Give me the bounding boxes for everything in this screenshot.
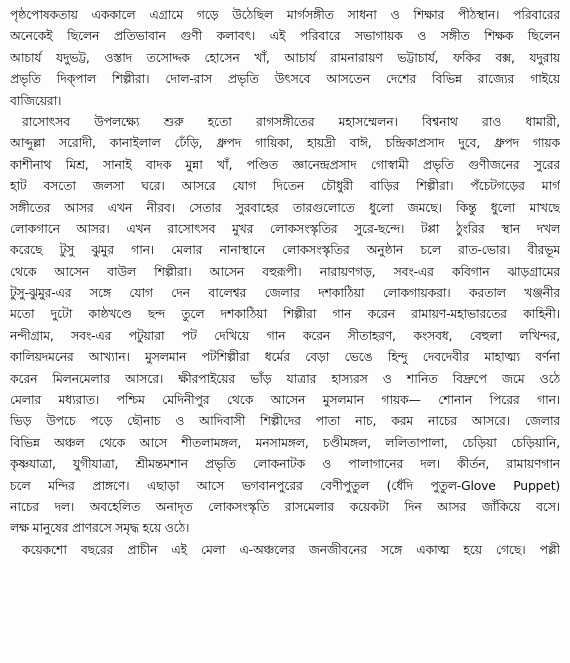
text-line-25: লক্ষ মানুষের প্রাণরসে সমৃদ্ধ হয়ে ওঠে। [10,520,190,536]
text-line-19: মেলার মধ্যরাত। পশ্চিম মেদিনীপুর থেকে আসেন মুসলমান গায়ক— শোনান পিরের গান। [10,392,560,408]
text-line-18: করেন মিলনমেলার আসরে। ক্ষীরপাইয়ের ভাঁড় যাত্রার হাস্যরস ও শানিত বিদ্রুপে জমে ওঠে [10,370,560,386]
paragraph-body [10,4,560,560]
text-line-1: পৃষ্ঠপোষকতায় এককালে এগ্রামে গড়ে উঠেছিল মার্গসঙ্গীত সাধনা ও শিক্ষার পীঠস্থান। পরিবারের [10,7,560,22]
text-line-9: হাট বসতো জলসা ঘরে। আসরে যোগ দিতেন চৌধুরী বাড়ির শিল্পীরা। পঁচেটগড়ের মার্গ [10,178,560,194]
text-line-14: টুসু-ঝুমুর-এর সঙ্গে যোগ দেন বালেশ্বর জেলার দশকাঠিয়া লোকগায়করা। করতাল খঞ্জনীর [10,285,560,301]
text-line-24: নাচের দল। অবহেলিত অনাদৃত লোকসংস্কৃতি রাসমেলার কয়েকটা দিন আসর জাঁকিয়ে বসে। [10,498,560,514]
text-line-21: বিভিন্ন অঞ্চল থেকে আসে শীতলামঙ্গল, মনসামঙ্গল, চণ্ডীমঙ্গল, ললিতাপালা, চেড়িয়া চেড়িয়ানি, [10,434,560,450]
text-line-16: নন্দীগ্রাম, সবং-এর পটুয়ারা পট দেখিয়ে গান করেন সীতাহরণ, কংসবধ, বেহুলা লখিন্দর, [10,327,560,343]
text-line-5: বাজিয়েরা। [10,92,62,108]
text-line-12: করেছে টুসু ঝুমুর গান। মেলার নানাস্থানে লোকসংস্কৃতির অনুষ্ঠান চলে রাত-ভোর। বীরভূম [10,242,560,258]
text-line-4: প্রভৃতি দিক্‌পাল শিল্পীরা। দোল-রাস প্রভৃতি উৎসবে আসতেন দেশের বিভিন্ন রাজ্যের গাইয়ে [10,71,560,87]
text-line-11: লোকগানে আসর। এখন রাসোৎসব মুখর লোকসংস্কৃতির সুরে-ছন্দে। টপ্পা ঠুংরির স্থান দখল [10,220,560,236]
text-line-13: থেকে আসেন বাউল শিল্পীরা। আসেন বহুরূপী। নারায়ণগড়, সবং-এর কবিগান ঝাড়গ্রামের [10,263,560,279]
text-line-17: কালিয়দমনের আখ্যান। মুসলমান পটশিল্পীরা ধর্মের বেড়া ভেঙে হিন্দু দেবদেবীর মাহাত্ম্য বর্ণনা [10,349,560,365]
text-line-10: সঙ্গীতের আসর এখন নীরব। সেতার সুরবাহের তারগুলোতে ধুলো জমছে। কিন্তু ধুলো মাখছে [10,199,560,215]
text-line-26: কয়েকশো বছরের প্রাচীন এই মেলা এ-অঞ্চলের জনজীবনের সঙ্গে একাত্ম হয়ে গেছে। পল্লী [22,541,560,557]
text-line-23: চলে মন্দির প্রাঙ্গণে। এছাড়া আসে ভগবানপুরের বেণীপুতুল (ধেঁদি পুতুল-Glove Puppet) [10,477,560,493]
text-line-3: আচার্য যদুভট্ট, ওস্তাদ তসোদ্দক হোসেন খাঁ, আচার্য রামনারায়ণ ভট্টাচার্য, ফকির বক্স, যদুরায় [10,49,560,65]
text-line-15: মতো দুটো কাষ্ঠখণ্ডে ছন্দ তুলে দশকাঠিয়া শিল্পীরা গান করেন রামায়ণ-মহাভারতের কাহিনী। [10,306,560,322]
text-line-2: অনেকেই ছিলেন প্রতিভাবান গুণী কলাবৎ। এই পরিবারে সভাগায়ক ও সঙ্গীত শিক্ষক ছিলেন [10,28,560,44]
text-line-8: কাশীনাথ মিশ্র, সানাই বাদক মুন্না খাঁ, পণ্ডিত জ্ঞানেন্দ্রপ্রসাদ গোস্বামী প্রভৃতি গুণীজনের সুরের [10,156,560,172]
text-line-20: ভিড় উপচে পড়ে ছৌনাচ ও আদিবাসী শিল্পীদের পাতা নাচ, করম নাচের আসরে। জেলার [10,413,560,429]
text-line-22: কৃষ্ণযাত্রা, যুগীযাত্রা, শ্রীমন্তমশান প্রভৃতি লোকনাটক ও পালাগানের দল। কীর্তন, রামায়ণগান [10,456,560,472]
text-line-6: রাসোৎসব উপলক্ষ্যে শুরু হতো রাগসঙ্গীতের মহাসম্মেলন। বিশ্বনাথ রাও ধামারী, [22,113,560,129]
text-line-7: আব্দুল্লা সরোদী, কানাইলাল ঢেঁড়ি, ধ্রুপদ গায়িকা, হায়দ্রী বাঈ, চন্দ্রিকাপ্রসাদ দুবে, ধ্রুপদ গায়ক [10,135,560,151]
